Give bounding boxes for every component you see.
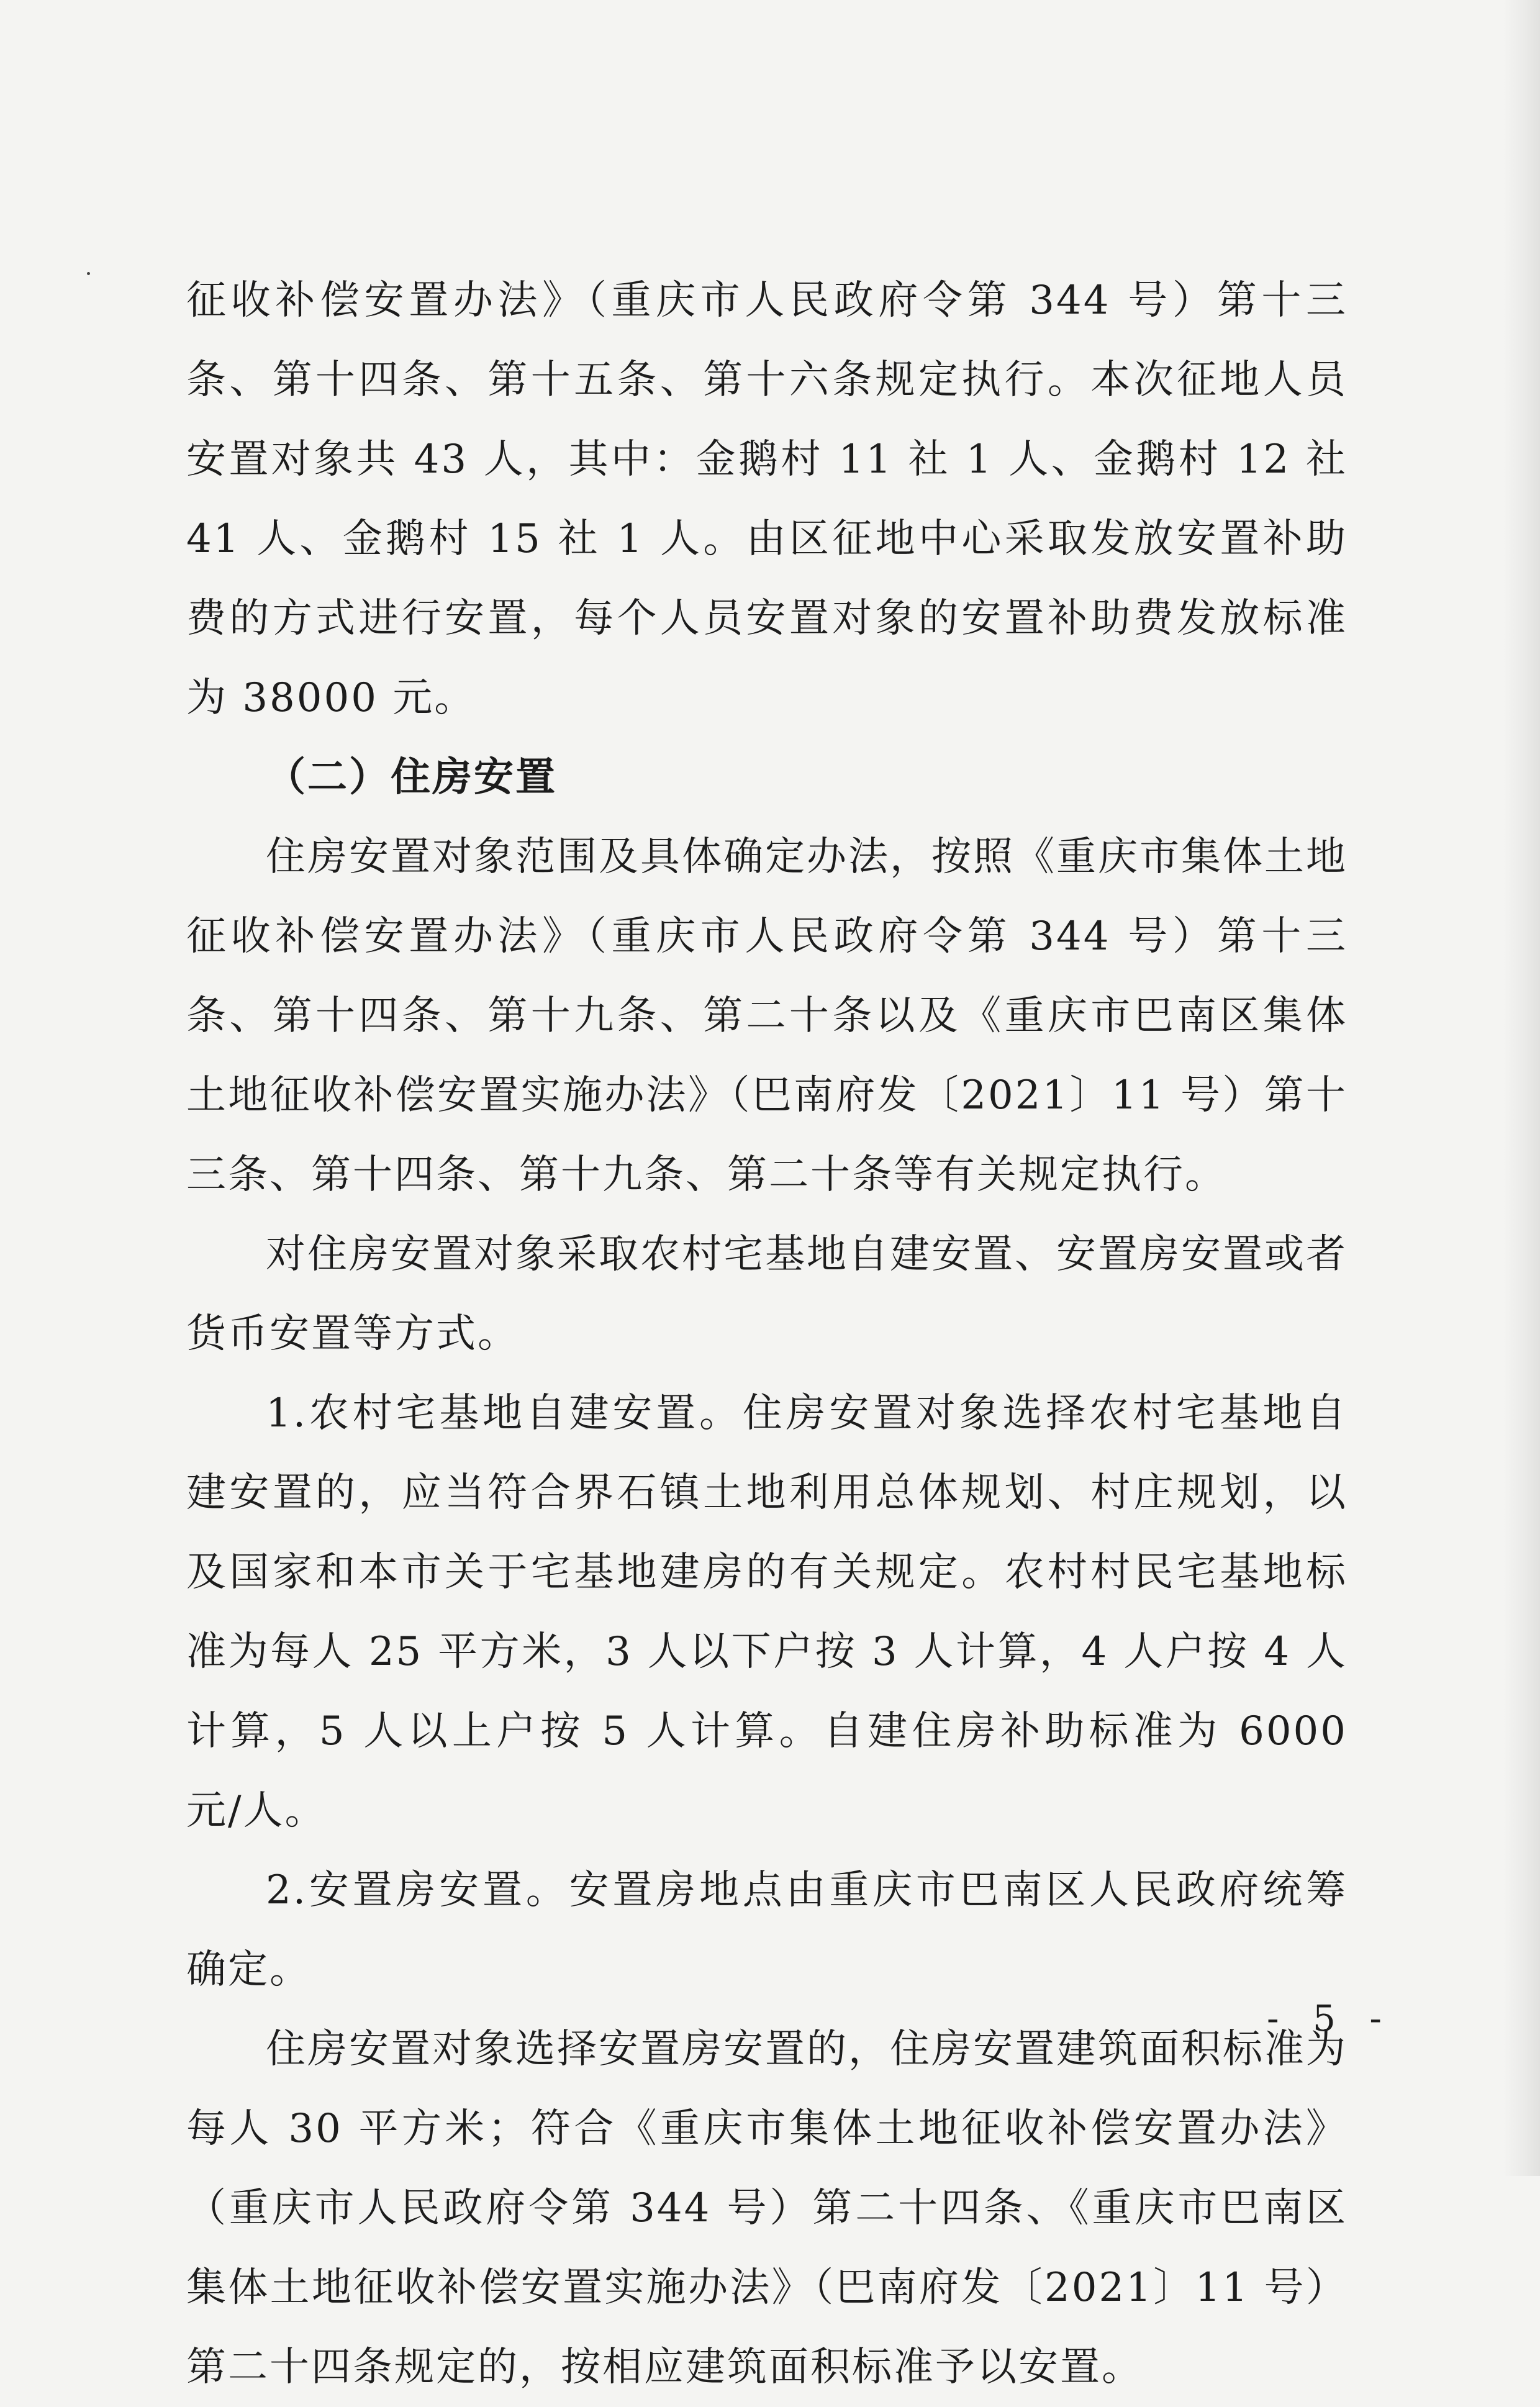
page-number: - 5 - bbox=[1267, 1997, 1393, 2039]
document-body bbox=[186, 261, 1348, 2407]
paragraph-housing-methods: 对住房安置对象采取农村宅基地自建安置、安置房安置或者货币安置等方式。 bbox=[186, 1231, 1348, 1357]
paragraph-continuation: 征收补偿安置办法》（重庆市人民政府令第 344 号）第十三条、第十四条、第十五条、第十六条规定执行。本次征地人员安置对象共 43 人，其中：金鹅村 11 社 1 人、金鹅村 12 社 41 人、金鹅村 15 社 1 人。由区征地中心采取发放安置补助费的方式进行安置，每个人员安置对象的安置补助费发放标准为 38000 元。 bbox=[186, 278, 1348, 721]
section-heading-housing: （二）住房安置 bbox=[266, 755, 557, 800]
paragraph-area-standard: 住房安置对象选择安置房安置的，住房安置建筑面积标准为每人 30 平方米；符合《重庆市集体土地征收补偿安置办法》（重庆市人民政府令第 344 号）第二十四条、《重庆市巴南区集体土地征收补偿安置实施办法》（巴南府发〔2021〕11 号）第二十四条规定的，按相应建筑面积标准予以安置。 bbox=[186, 2026, 1348, 2390]
paragraph-resettlement-housing: 2.安置房安置。安置房地点由重庆市巴南区人民政府统筹确定。 bbox=[186, 1867, 1348, 1993]
paragraph-housing-scope: 住房安置对象范围及具体确定办法，按照《重庆市集体土地征收补偿安置办法》（重庆市人民政府令第 344 号）第十三条、第十四条、第十九条、第二十条以及《重庆市巴南区集体土地征收补偿安置实施办法》（巴南府发〔2021〕11 号）第十三条、第十四条、第十九条、第二十条等有关规定执行。 bbox=[186, 834, 1348, 1198]
scan-speck bbox=[87, 272, 90, 275]
page-edge-shadow bbox=[1503, 0, 1540, 2176]
paragraph-self-build: 1.农村宅基地自建安置。住房安置对象选择农村宅基地自建安置的，应当符合界石镇土地利用总体规划、村庄规划，以及国家和本市关于宅基地建房的有关规定。农村村民宅基地标准为每人 25 平方米，3 人以下户按 3 人计算，4 人户按 4 人计算，5 人以上户按 5 人计算。自建住房补助标准为 6000 元/人。 bbox=[186, 1390, 1348, 1834]
